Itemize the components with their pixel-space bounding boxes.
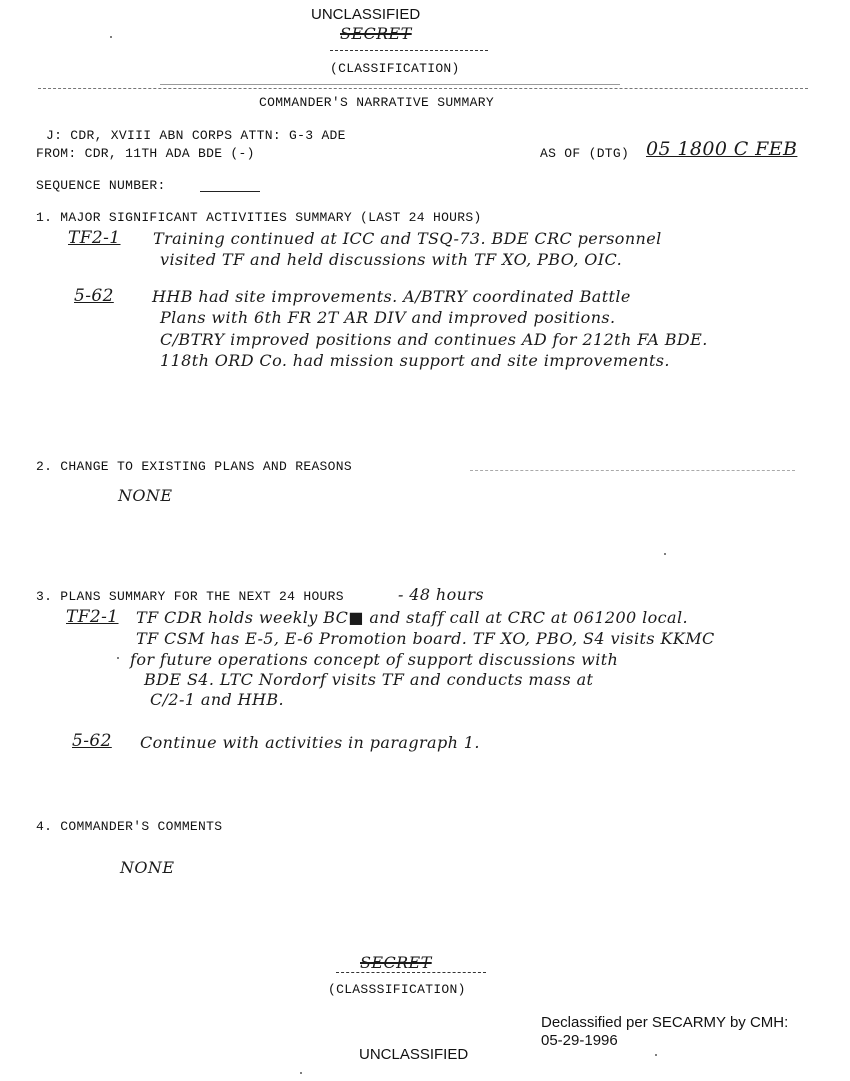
- section1-unit-line3: C/BTRY improved positions and continues AD for 212th FA BDE.: [160, 330, 708, 349]
- scan-speck: [664, 553, 666, 555]
- section3-tf-label: TF2-1: [66, 607, 119, 627]
- classification-label: (CLASSIFICATION): [330, 61, 460, 76]
- section3-unit-label: 5-62: [72, 731, 112, 751]
- sequence-blank: [200, 191, 260, 192]
- declassification-note-line1: Declassified per SECARMY by CMH:: [541, 1014, 789, 1031]
- section1-tf-label: TF2-1: [68, 228, 121, 248]
- section1-tf-line2: visited TF and held discussions with TF XO, PBO, OIC.: [160, 250, 623, 269]
- sequence-label: SEQUENCE NUMBER:: [36, 178, 166, 193]
- section3-tf-line1: TF CDR holds weekly BC■ and staff call at CRC at 061200 local.: [136, 608, 688, 627]
- scan-speck: [655, 1054, 657, 1056]
- section2-scan-noise: [470, 470, 795, 471]
- section1-unit-line2: Plans with 6th FR 2T AR DIV and improved positions.: [160, 308, 616, 327]
- to-line: J: CDR, XVIII ABN CORPS ATTN: G-3 ADE: [46, 128, 346, 143]
- form-title: COMMANDER'S NARRATIVE SUMMARY: [259, 95, 494, 110]
- section1-unit-line1: HHB had site improvements. A/BTRY coordinated Battle: [152, 287, 631, 306]
- section3-tf-line5: C/2-1 and HHB.: [150, 690, 285, 709]
- classification-rule: [330, 50, 488, 51]
- section3-heading-hand: - 48 hours: [398, 585, 485, 604]
- section4-heading: 4. COMMANDER'S COMMENTS: [36, 819, 223, 834]
- header-rule: [38, 88, 808, 89]
- header-rule-faint: [160, 84, 620, 85]
- secret-marking-struck: SECRET: [340, 24, 412, 43]
- section1-tf-line1: Training continued at ICC and TSQ-73. BDE CRC personnel: [153, 229, 662, 248]
- from-line: FROM: CDR, 11TH ADA BDE (-): [36, 146, 255, 161]
- footer-classification-rule: [336, 972, 486, 973]
- section2-body: NONE: [118, 486, 173, 505]
- section3-unit-line1: Continue with activities in paragraph 1.: [140, 733, 480, 752]
- declassification-note-line2: 05-29-1996: [541, 1032, 618, 1049]
- as-of-value: 05 1800 C FEB: [646, 138, 798, 160]
- footer-secret-marking-struck: SECRET: [360, 953, 432, 972]
- section3-tf-line3: for future operations concept of support discussions with: [130, 650, 619, 669]
- section4-body: NONE: [120, 858, 175, 877]
- section3-tf-line4: BDE S4. LTC Nordorf visits TF and conducts mass at: [144, 670, 594, 689]
- section3-tf-line2: TF CSM has E-5, E-6 Promotion board. TF XO, PBO, S4 visits KKMC: [136, 629, 715, 648]
- section1-unit-line4: 118th ORD Co. had mission support and site improvements.: [160, 351, 670, 370]
- section3-heading: 3. PLANS SUMMARY FOR THE NEXT 24 HOURS: [36, 589, 344, 604]
- footer-classification-label: (CLASSSIFICATION): [328, 982, 466, 997]
- scan-speck: [117, 657, 119, 659]
- classification-marking-top: UNCLASSIFIED: [311, 6, 421, 23]
- classification-marking-bottom: UNCLASSIFIED: [359, 1046, 469, 1063]
- section2-heading: 2. CHANGE TO EXISTING PLANS AND REASONS: [36, 459, 352, 474]
- as-of-label: AS OF (DTG): [540, 146, 630, 161]
- section1-unit-label: 5-62: [74, 286, 114, 306]
- scan-speck: [300, 1072, 302, 1074]
- section1-heading: 1. MAJOR SIGNIFICANT ACTIVITIES SUMMARY (LAST 24 HOURS): [36, 210, 482, 225]
- scan-speck: [110, 36, 112, 38]
